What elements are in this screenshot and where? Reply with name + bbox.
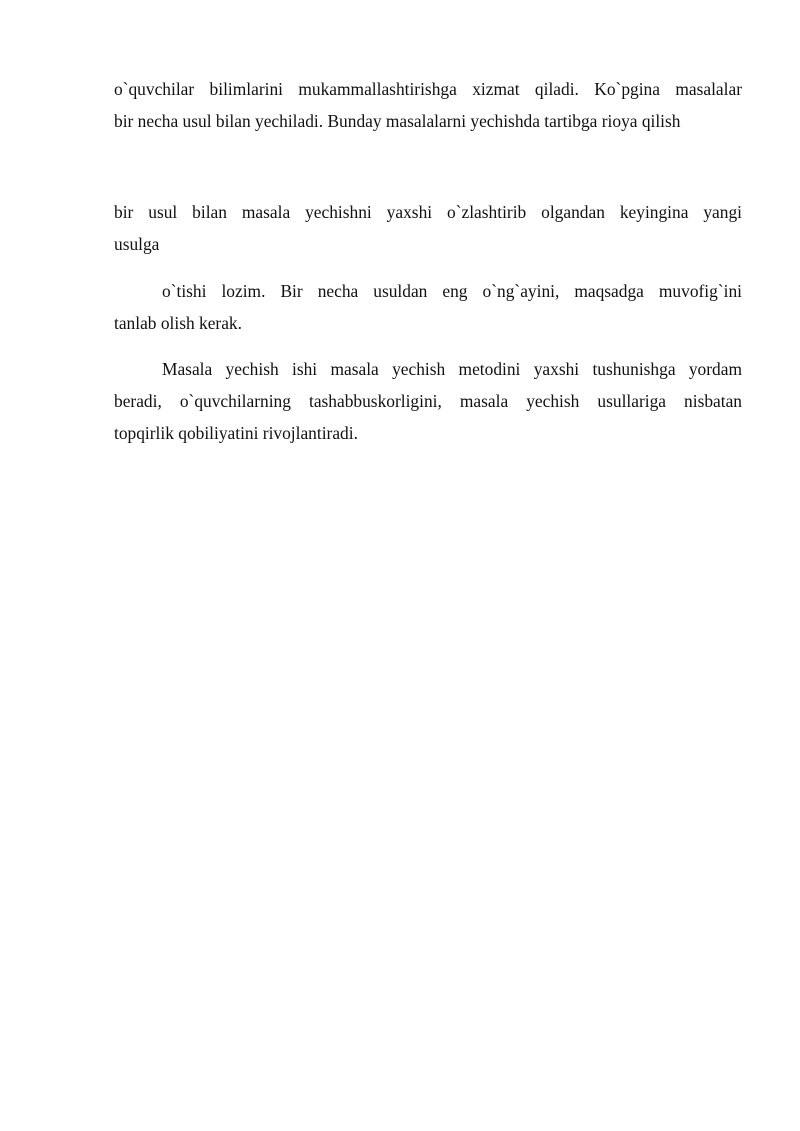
paragraph-4-line-1: Masala yechish ishi masala yechish metodini yaxshi tushunishga yordam	[162, 359, 742, 379]
paragraph-1-line-1: o`quvchilar bilimlarini mukammallashtirishga xizmat qiladi. Ko`pgina masalalar	[114, 79, 742, 99]
paragraph-3-line-2: tanlab olish kerak.	[114, 313, 242, 333]
paragraph-1-line-2: bir necha usul bilan yechiladi. Bunday masalalarni yechishda tartibga rioya qilish	[114, 111, 681, 131]
paragraph-2-line-2: usulga	[114, 234, 160, 254]
paragraph-2-line-1: bir usul bilan masala yechishni yaxshi o`zlashtirib olgandan keyingina yangi	[114, 202, 742, 222]
paragraph-3-line-1: o`tishi lozim. Bir necha usuldan eng o`ng`ayini, maqsadga muvofig`ini	[162, 281, 742, 301]
paragraph-2	[114, 196, 742, 260]
paragraph-3	[114, 275, 742, 339]
paragraph-4-line-3: topqirlik qobiliyatini rivojlantiradi.	[114, 423, 358, 443]
paragraph-1	[114, 73, 742, 137]
paragraph-4	[114, 353, 742, 449]
paragraph-4-line-2: beradi, o`quvchilarning tashabbuskorligini, masala yechish usullariga nisbatan	[114, 391, 742, 411]
